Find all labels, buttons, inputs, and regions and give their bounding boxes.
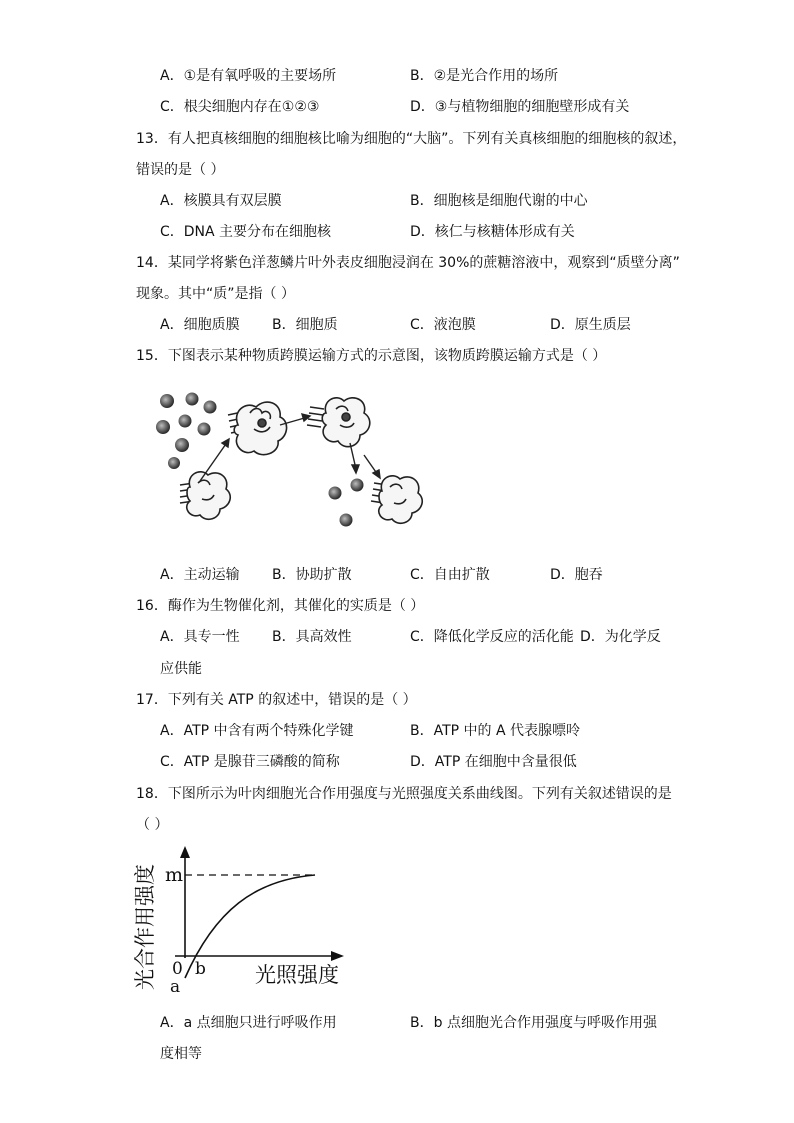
q14-stem-line2: 现象。其中“质”是指（ ） (136, 286, 295, 302)
b-label: b (195, 959, 206, 979)
q18-stem-line2: （ ） (136, 817, 169, 833)
q17-option-c: C．ATP 是腺苷三磷酸的简称 (160, 754, 340, 770)
q15-option-a: A．主动运输 (160, 567, 240, 583)
q17-option-a: A．ATP 中含有两个特殊化学键 (160, 723, 354, 739)
q16-stem: 16．酶作为生物催化剂，其催化的实质是（ ） (136, 598, 425, 614)
photosynthesis-curve-chart (125, 840, 355, 1000)
origin-label: 0 (172, 959, 183, 979)
q15-option-d: D．胞吞 (550, 567, 603, 583)
q18-option-a: A．a 点细胞只进行呼吸作用 (160, 1015, 337, 1031)
q18-option-b-line1: B．b 点细胞光合作用强度与呼吸作用强 (410, 1015, 657, 1031)
q12-option-b: B．②是光合作用的场所 (410, 68, 559, 84)
y-axis-arrow (180, 846, 190, 858)
q16-option-d-line2: 应供能 (160, 661, 202, 677)
q13-stem-line1: 13．有人把真核细胞的细胞核比喻为细胞的“大脑”。下列有关真核细胞的细胞核的叙述， (136, 131, 687, 147)
q16-option-a: A．具专一性 (160, 629, 240, 645)
q12-option-a: A．①是有氧呼吸的主要场所 (160, 68, 337, 84)
q17-stem: 17．下列有关 ATP 的叙述中，错误的是（ ） (136, 692, 417, 708)
m-label: m (165, 864, 184, 886)
q12-option-c: C．根尖细胞内存在①②③ (160, 99, 320, 115)
q18-option-b-line2: 度相等 (160, 1046, 202, 1062)
a-label: a (170, 977, 181, 997)
q14-option-d: D．原生质层 (550, 317, 631, 333)
q14-option-a: A．细胞质膜 (160, 317, 240, 333)
q13-stem-line2: 错误的是（ ） (136, 162, 225, 178)
y-axis-label: 光合作用强度 (133, 864, 157, 990)
q16-option-d-line1: D．为化学反 (580, 629, 661, 645)
q16-option-c: C．降低化学反应的活化能 (410, 629, 574, 645)
q15-stem: 15．下图表示某种物质跨膜运输方式的示意图，该物质跨膜运输方式是（ ） (136, 348, 607, 364)
q13-option-c: C．DNA 主要分布在细胞核 (160, 224, 332, 240)
q14-option-b: B．细胞质 (272, 317, 338, 333)
q15-option-b: B．协助扩散 (272, 567, 352, 583)
q14-stem-line1: 14．某同学将紫色洋葱鳞片叶外表皮细胞浸润在 30%的蔗糖溶液中，观察到“质壁分离” (136, 255, 680, 271)
q17-option-b: B．ATP 中的 A 代表腺嘌呤 (410, 723, 581, 739)
q15-option-c: C．自由扩散 (410, 567, 490, 583)
x-axis-label: 光照强度 (255, 963, 339, 987)
x-axis-arrow (331, 951, 344, 961)
q12-option-d: D．③与植物细胞的细胞壁形成有关 (410, 99, 630, 115)
q18-stem-line1: 18．下图所示为叶肉细胞光合作用强度与光照强度关系曲线图。下列有关叙述错误的是 (136, 786, 672, 802)
q14-option-c: C．液泡膜 (410, 317, 476, 333)
q13-option-b: B．细胞核是细胞代谢的中心 (410, 193, 588, 209)
q16-option-b: B．具高效性 (272, 629, 352, 645)
q17-option-d: D．ATP 在细胞中含量很低 (410, 754, 577, 770)
q13-option-d: D．核仁与核糖体形成有关 (410, 224, 575, 240)
q13-option-a: A．核膜具有双层膜 (160, 193, 282, 209)
membrane-transport-figure (150, 385, 440, 545)
